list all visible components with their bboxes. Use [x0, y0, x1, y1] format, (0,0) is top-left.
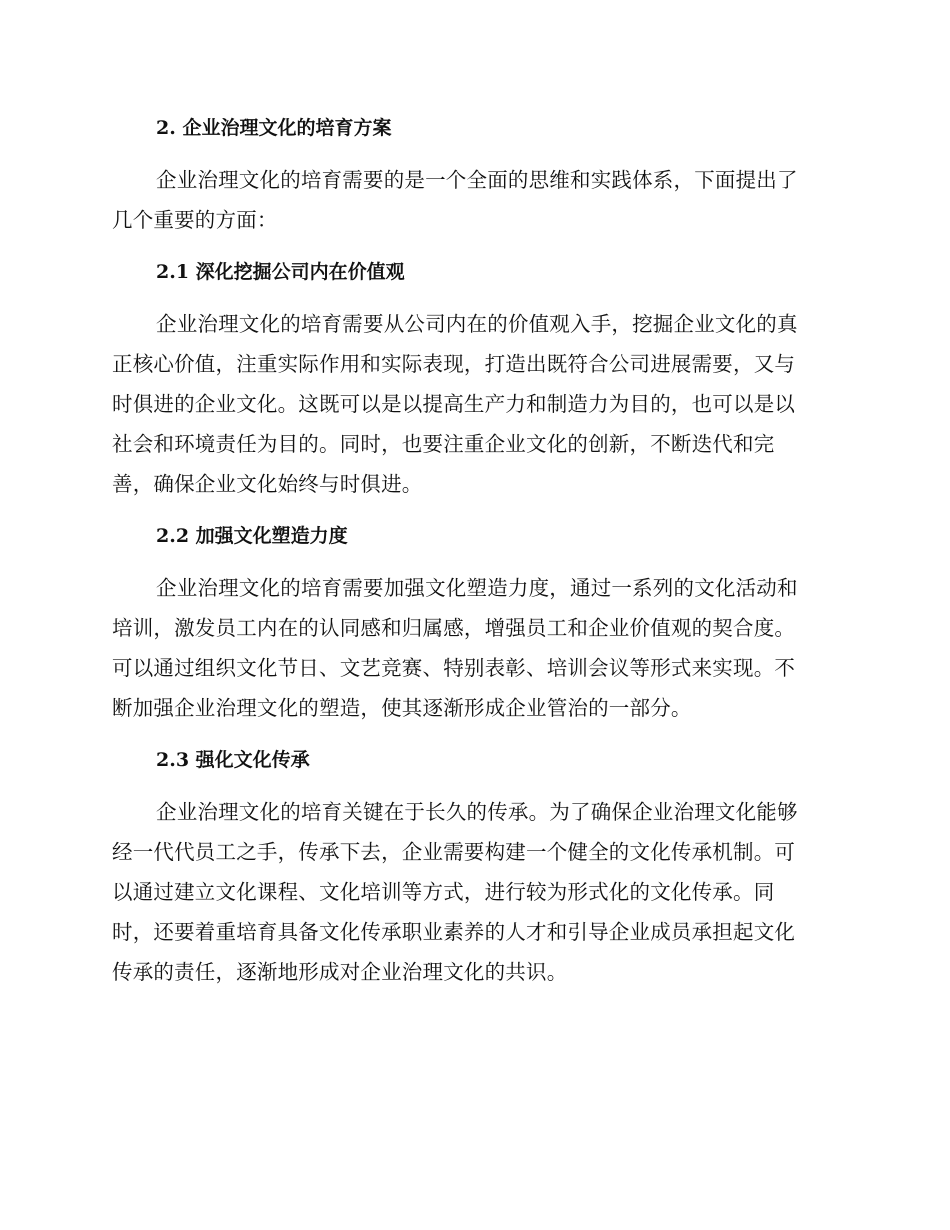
paragraph-2-3 — [112, 792, 832, 992]
paragraph-line: 善，确保企业文化始终与时俱进。 — [112, 472, 423, 496]
paragraph-line: 企业治理文化的培育需要从公司内在的价值观入手，挖掘企业文化的真 — [156, 312, 798, 336]
paragraph-2-1 — [112, 304, 832, 504]
paragraph-line: 经一代代员工之手，传承下去，企业需要构建一个健全的文化传承机制。可 — [112, 840, 796, 864]
paragraph-line: 可以通过组织文化节日、文艺竞赛、特别表彰、培训会议等形式来实现。不 — [112, 656, 796, 680]
paragraph-line: 培训，激发员工内在的认同感和归属感，增强员工和企业价值观的契合度。 — [112, 616, 796, 640]
paragraph-line: 几个重要的方面： — [112, 208, 278, 232]
paragraph-line: 社会和环境责任为目的。同时，也要注重企业文化的创新，不断迭代和完 — [112, 432, 775, 456]
document-page — [112, 108, 832, 1004]
paragraph-line: 时俱进的企业文化。这既可以是以提高生产力和制造力为目的，也可以是以 — [112, 392, 796, 416]
paragraph-line: 断加强企业治理文化的塑造，使其逐渐形成企业管治的一部分。 — [112, 696, 692, 720]
subsection-heading-2-3: 2.3 强化文化传承 — [156, 749, 310, 771]
paragraph-line: 时，还要着重培育具备文化传承职业素养的人才和引导企业成员承担起文化 — [112, 920, 796, 944]
paragraph-2-2 — [112, 568, 832, 728]
paragraph-line: 企业治理文化的培育需要加强文化塑造力度，通过一系列的文化活动和 — [156, 576, 798, 600]
paragraph-line: 企业治理文化的培育关键在于长久的传承。为了确保企业治理文化能够 — [156, 800, 798, 824]
section-heading: 2. 企业治理文化的培育方案 — [156, 117, 392, 139]
subsection-heading-2-2: 2.2 加强文化塑造力度 — [156, 525, 348, 547]
paragraph-line: 正核心价值，注重实际作用和实际表现，打造出既符合公司进展需要，又与 — [112, 352, 796, 376]
intro-paragraph — [112, 160, 832, 240]
paragraph-line: 企业治理文化的培育需要的是一个全面的思维和实践体系，下面提出了 — [156, 168, 798, 192]
paragraph-line: 传承的责任，逐渐地形成对企业治理文化的共识。 — [112, 960, 568, 984]
paragraph-line: 以通过建立文化课程、文化培训等方式，进行较为形式化的文化传承。同 — [112, 880, 775, 904]
subsection-heading-2-1: 2.1 深化挖掘公司内在价值观 — [156, 261, 405, 283]
